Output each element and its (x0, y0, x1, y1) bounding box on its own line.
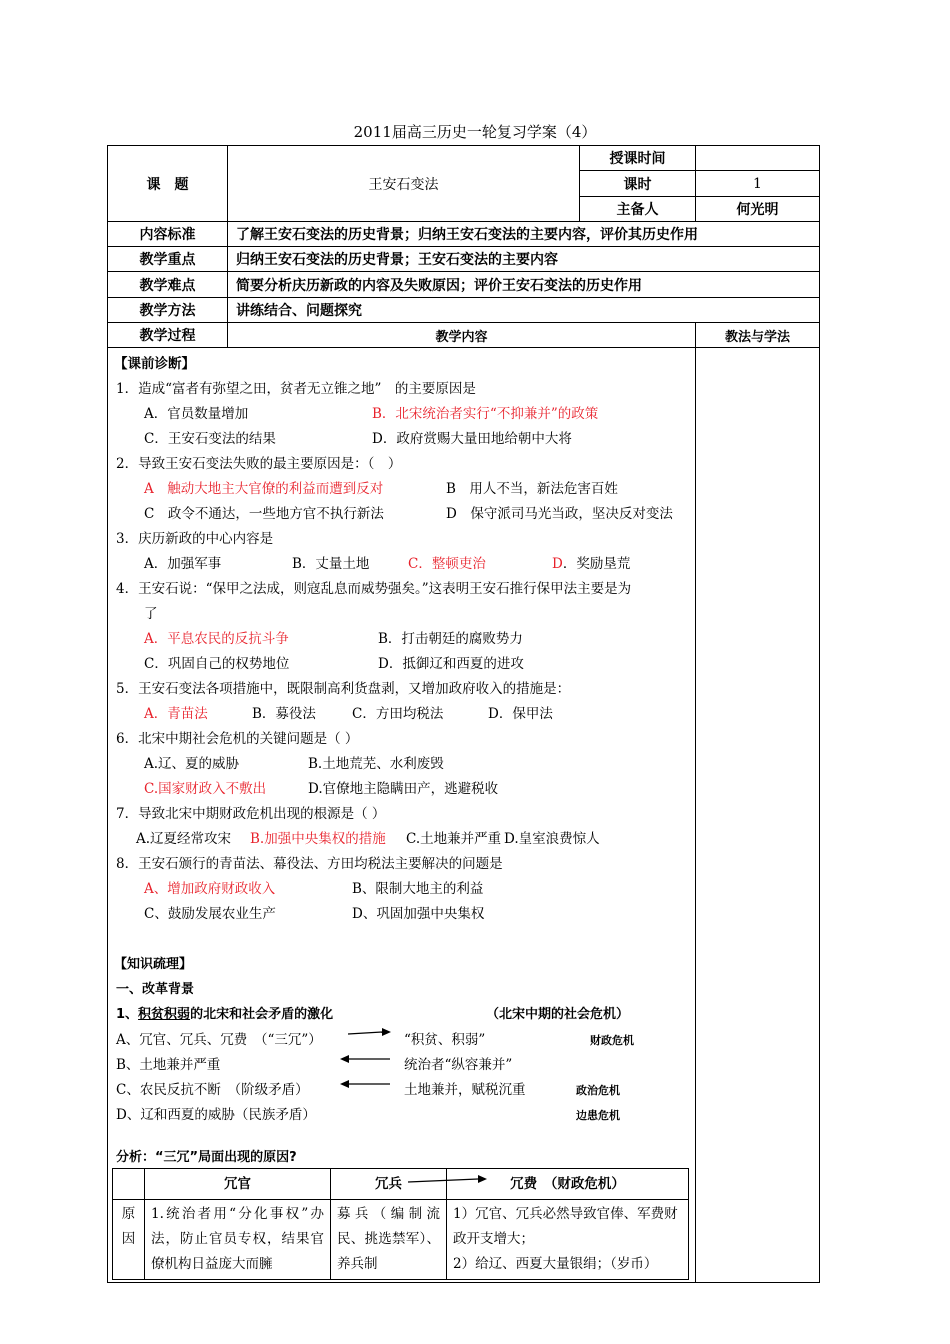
result-c: 土地兼并，赋税沉重 (404, 1082, 526, 1098)
arrow-right-icon (408, 1174, 488, 1186)
arrow-left-icon (340, 1077, 390, 1091)
q3-option-b: B．丈量土地 (292, 556, 370, 572)
method-label: 教学方法 (108, 298, 228, 323)
col-redundant-officials: 冗官 (145, 1169, 331, 1200)
q1: 1．造成“富者有弥望之田，贫者无立锥之地” 的主要原因是 (116, 381, 476, 397)
q6-option-b: B.土地荒芜、水利废毁 (308, 756, 444, 772)
difficulty-value: 简要分析庆历新政的内容及失败原因；评价王安石变法的历史作用 (228, 272, 820, 298)
method-header: 教法与学法 (696, 323, 820, 348)
author-label: 主备人 (580, 197, 696, 222)
cause-a: A、冗官、冗兵、冗费 （“三冗”） (116, 1032, 322, 1048)
q6: 6．北宋中期社会危机的关键问题是（ ） (116, 731, 359, 747)
q2-option-c: C 政令不通达，一些地方官不执行新法 (144, 506, 384, 522)
document-title: 2011届高三历史一轮复习学案（4） (353, 123, 597, 141)
q3-option-c: C．整顿吏治 (408, 556, 486, 572)
q2-option-a: A 触动大地主大官僚的利益而遭到反对 (144, 481, 384, 497)
q5-option-d: D．保甲法 (488, 706, 553, 722)
method-value: 讲练结合、问题探究 (228, 298, 820, 323)
q8-option-d: D、巩固加强中央集权 (352, 906, 485, 922)
analysis-heading: 分析：“三冗”局面出现的原因? (116, 1150, 297, 1165)
col-redundant-expenses: 冗费 （财政危机） (447, 1169, 689, 1200)
three-redundancies-table (112, 1168, 689, 1280)
focus-value: 归纳王安石变法的历史背景；王安石变法的主要内容 (228, 247, 820, 272)
process-label: 教学过程 (108, 323, 228, 348)
crisis-note: （北宋中期的社会危机） (486, 1007, 630, 1022)
time-label: 授课时间 (580, 146, 696, 171)
background-section: 一、改革背景 (116, 982, 195, 997)
tag-frontier-crisis: 边患危机 (576, 1109, 620, 1122)
q4: 4．王安石说：“保甲之法成，则寇乱息而威势强矣。”这表明王安石推行保甲法主要是为 (116, 581, 632, 597)
q8-option-a: A、增加政府财政收入 (144, 881, 276, 897)
tag-political-crisis: 政治危机 (576, 1084, 620, 1097)
result-a: “积贫、积弱” (404, 1032, 486, 1048)
cell-officials-cause: 1.统治者用“分化事权”办法，防止官员专权，结果官僚机构日益庞大而臃 (145, 1200, 331, 1280)
cause-c: C、农民反抗不断 （阶级矛盾） (116, 1082, 309, 1098)
q1-option-d: D．政府赏赐大量田地给朝中大将 (372, 431, 572, 447)
arrow-right-icon (348, 1027, 392, 1041)
expenses-point-2: 2）给辽、西夏大量银绢；（岁币） (453, 1256, 658, 1272)
hours-label: 课时 (580, 171, 696, 197)
q7-option-d: D.皇室浪费惊人 (504, 831, 600, 847)
content-area (108, 348, 696, 1283)
q7: 7．导致北宋中期财政危机出现的根源是（ ） (116, 806, 386, 822)
q1-option-b: B．北宋统治者实行“不抑兼并”的政策 (372, 406, 599, 422)
empty-corner (113, 1169, 145, 1200)
content-header: 教学内容 (228, 323, 696, 348)
q7-option-b: B.加强中央集权的措施 (250, 831, 386, 847)
q5-option-b: B．募役法 (252, 706, 316, 722)
q4-continued: 了 (144, 606, 158, 622)
q1-option-a: A．官员数量增加 (144, 406, 249, 422)
diagnosis-heading: 【课前诊断】 (114, 356, 195, 372)
q4-option-a: A．平息农民的反抗斗争 (144, 631, 289, 647)
row-label-cause: 原因 (113, 1200, 145, 1280)
knowledge-heading: 【知识疏理】 (114, 957, 193, 972)
q4-option-c: C．巩固自己的权势地位 (144, 656, 290, 672)
standard-value: 了解王安石变法的历史背景；归纳王安石变法的主要内容，评价其历史作用 (228, 222, 820, 247)
q3-option-d: D．奖励垦荒 (552, 556, 631, 572)
q8-option-b: B、限制大地主的利益 (352, 881, 484, 897)
hours-value: 1 (696, 171, 820, 197)
q3: 3．庆历新政的中心内容是 (116, 531, 274, 547)
q6-option-d: D.官僚地主隐瞒田产，逃避税收 (308, 781, 499, 797)
tag-financial-crisis: 财政危机 (590, 1034, 634, 1047)
q2-option-b: B 用人不当，新法危害百姓 (446, 481, 618, 497)
cell-expenses-cause (447, 1200, 689, 1280)
arrow-left-icon (340, 1052, 390, 1066)
q6-option-a: A.辽、夏的威胁 (144, 756, 240, 772)
q2-option-d: D 保守派司马光当政，坚决反对变法 (446, 506, 673, 522)
q5-option-a: A．青苗法 (144, 706, 208, 722)
q2: 2．导致王安石变法失败的最主要原因是：（ ） (116, 456, 402, 472)
q4-option-b: B．打击朝廷的腐败势力 (378, 631, 523, 647)
q3-option-a: A．加强军事 (144, 556, 222, 572)
q5: 5．王安石变法各项措施中，既限制高利货盘剥，又增加政府收入的措施是： (116, 681, 571, 697)
q1-option-c: C．王安石变法的结果 (144, 431, 276, 447)
topic-title: 王安石变法 (228, 146, 580, 222)
background-subheading: 1、积贫积弱的北宋和社会矛盾的激化 (116, 1007, 334, 1022)
topic-label: 课 题 (108, 146, 228, 222)
standard-label: 内容标准 (108, 222, 228, 247)
q6-option-c: C.国家财政入不敷出 (144, 781, 267, 797)
cause-b: B、土地兼并严重 (116, 1057, 221, 1073)
q4-option-d: D．抵御辽和西夏的进攻 (378, 656, 524, 672)
author-value: 何光明 (696, 197, 820, 222)
cause-d: D、辽和西夏的威胁（民族矛盾） (116, 1107, 316, 1123)
focus-label: 教学重点 (108, 247, 228, 272)
q7-option-a: A.辽夏经常攻宋 (136, 831, 232, 847)
q5-option-c: C．方田均税法 (352, 706, 444, 722)
lesson-plan-table (107, 145, 820, 1283)
cell-soldiers-cause: 募兵（编制流民、挑选禁军）、养兵制 (331, 1200, 447, 1280)
col-redundant-soldiers: 冗兵 (331, 1169, 447, 1200)
q7-option-c: C.土地兼并严重 (406, 831, 502, 847)
method-column (696, 348, 820, 1283)
expenses-point-1: 1）冗官、冗兵必然导致官俸、军费财政开支增大； (453, 1206, 678, 1247)
result-b: 统治者“纵容兼并” (404, 1057, 513, 1073)
time-value (696, 146, 820, 171)
q8-option-c: C、鼓励发展农业生产 (144, 906, 276, 922)
q8: 8．王安石颁行的青苗法、幕役法、方田均税法主要解决的问题是 (116, 856, 503, 872)
difficulty-label: 教学难点 (108, 272, 228, 298)
